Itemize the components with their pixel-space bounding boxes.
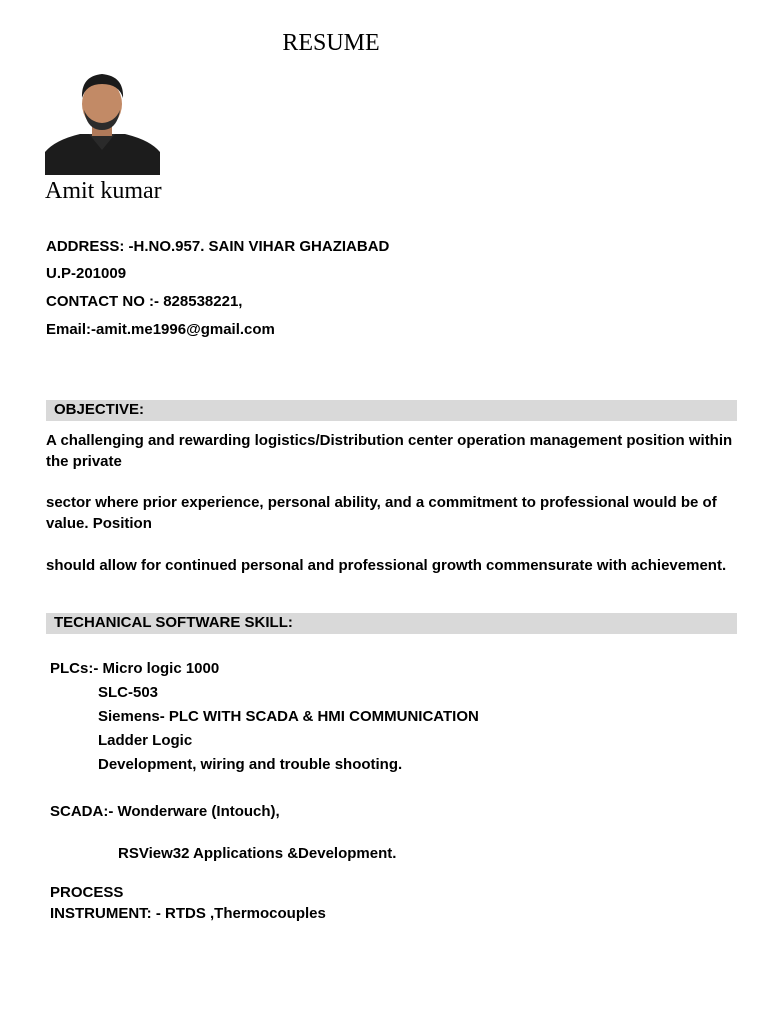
candidate-name: Amit kumar <box>45 178 162 204</box>
plcs-item: Development, wiring and trouble shooting. <box>98 756 403 773</box>
plcs-label: PLCs:- Micro logic 1000 <box>50 660 220 677</box>
objective-paragraph-1: A challenging and rewarding logistics/Distribution center operation management position within the private <box>46 432 733 470</box>
address-pincode: U.P-201009 <box>46 265 127 282</box>
process-label: PROCESS <box>50 884 124 901</box>
plcs-item: Siemens- PLC WITH SCADA & HMI COMMUNICATION <box>98 708 479 725</box>
profile-photo <box>45 70 160 175</box>
scada-label: SCADA:- Wonderware (Intouch), <box>50 803 280 820</box>
plcs-item: SLC-503 <box>98 684 159 701</box>
objective-heading: OBJECTIVE: <box>54 401 145 418</box>
objective-heading-bar <box>46 400 737 421</box>
objective-paragraph-2: sector where prior experience, personal ability, and a commitment to professional would be of value. Position <box>46 494 717 532</box>
instrument-label: INSTRUMENT: - RTDS ,Thermocouples <box>50 905 326 922</box>
contact-number: CONTACT NO :- 828538221, <box>46 293 243 310</box>
address-line: ADDRESS: -H.NO.957. SAIN VIHAR GHAZIABAD <box>46 238 390 255</box>
plcs-item: Ladder Logic <box>98 732 193 749</box>
email-address: Email:-amit.me1996@gmail.com <box>46 321 275 338</box>
skills-heading: TECHANICAL SOFTWARE SKILL: <box>54 614 293 631</box>
resume-title: RESUME <box>282 30 380 56</box>
objective-paragraph-3: should allow for continued personal and professional growth commensurate with achievement. <box>46 557 727 574</box>
scada-item: RSView32 Applications &Development. <box>118 845 397 862</box>
skills-heading-bar <box>46 613 737 634</box>
